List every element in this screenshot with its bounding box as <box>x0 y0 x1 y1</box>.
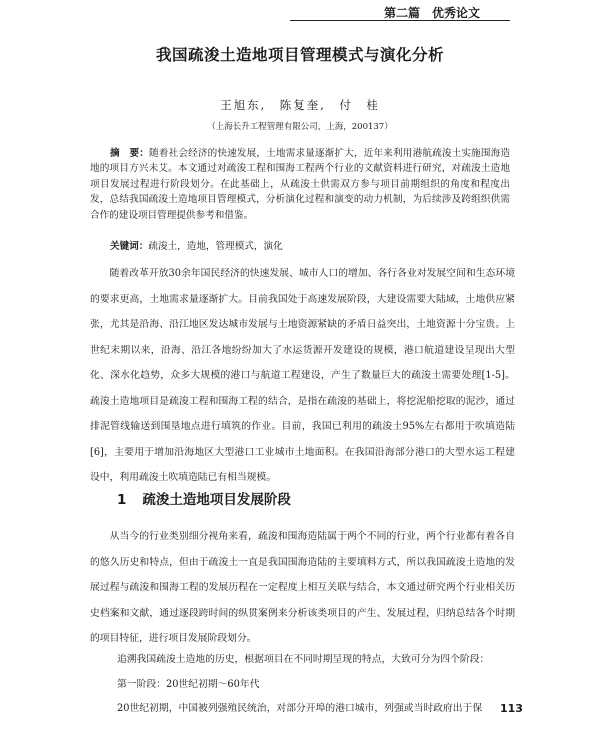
section-paragraph: 从当今的行业类别细分视角来看，疏浚和围海造陆属于两个不同的行业，两个行业都有着各自的悠久历史和特点，但由于疏浚土一直是我国围海造陆的主要填料方式，所以我国疏浚土造地的发展过程与疏浚和围海工程的发展历程在一定程度上相互关联与结合，本文通过研究两个行业相关历史档案和文献，通过逐段跨时间的纵贯案例来分析该类项目的产生、发展过程，归纳总结各个时期的项目特征，进行项目发展阶段划分。 <box>90 531 515 644</box>
paper-authors: 王旭东, 陈复奎, 付 桂 <box>220 98 380 112</box>
paper-title: 我国疏浚土造地项目管理模式与演化分析 <box>155 46 444 64</box>
page-number: 113 <box>500 702 523 715</box>
running-header: 第二篇 优秀论文 <box>384 6 481 20</box>
keywords-text: 疏浚土，造地，管理模式，演化 <box>148 241 283 252</box>
body-last-line: 20世纪初期，中国被列强殖民统治，对部分开埠的港口城市，列强或当时政府出于保 <box>117 703 483 714</box>
stage-one-heading: 第一阶段：20世纪初期～60年代 <box>117 679 260 690</box>
keywords-label: 关键词： <box>110 241 149 252</box>
stage-intro: 追溯我国疏浚土造地的历史，根据项目在不同时期呈现的特点，大致可分为四个阶段： <box>117 654 490 665</box>
intro-paragraph: 随着改革开放30余年国民经济的快速发展、城市人口的增加、各行各业对发展空间和生态环境的要求更高，土地需求量逐渐扩大。目前我国处于高速发展阶段，大建设需要大陆域，土地供应紧张，尤其是沿海、沿江地区发达城市发展与土地资源紧缺的矛盾日益突出，土地资源十分宝贵。上世纪末期以来，沿海、沿江各地纷纷加大了水运货源开发建设的规模，港口航道建设呈现出大型化、深水化趋势，众多大规模的港口与航道工程建设，产生了数量巨大的疏浚土需要处理[1-5]。疏浚土造地项目是疏浚工程和围海工程的结合，是指在疏浚的基础上，将挖泥船挖取的泥沙，通过排泥管线输送到围垦地点进行填筑的作业。目前，我国已利用的疏浚土95%左右都用于吹填造陆[6]，主要用于增加沿海地区大型港口工业城市土地面积。在我国沿海部分港口的大型水运工程建设中，利用疏浚土吹填造陆已有相当规模。 <box>90 268 515 483</box>
keywords <box>110 239 510 254</box>
abstract <box>90 146 510 223</box>
abstract-label: 摘 要： <box>110 148 150 159</box>
section-heading <box>117 488 291 508</box>
section-number: 1 <box>117 492 127 508</box>
paper-affiliation: （上海长升工程管理有限公司，上海，200137） <box>207 122 393 132</box>
header-rule <box>290 20 510 21</box>
section-title: 疏浚土造地项目发展阶段 <box>142 492 291 508</box>
abstract-text: 随着社会经济的快速发展，土地需求量逐渐扩大，近年来利用港航疏浚土实施围海造地的项目方兴未艾。本文通过对疏浚工程和围海工程两个行业的文献资料进行研究，对疏浚土造地项目发展过程进行阶段划分。在此基础上，从疏浚土供需双方参与项目前期组织的角度和程度出发，总结我国疏浚土造地项目管理模式，分析演化过程和演变的动力机制，为后续涉及跨组织供需合作的建设项目管理提供参考和借鉴。 <box>90 148 511 221</box>
